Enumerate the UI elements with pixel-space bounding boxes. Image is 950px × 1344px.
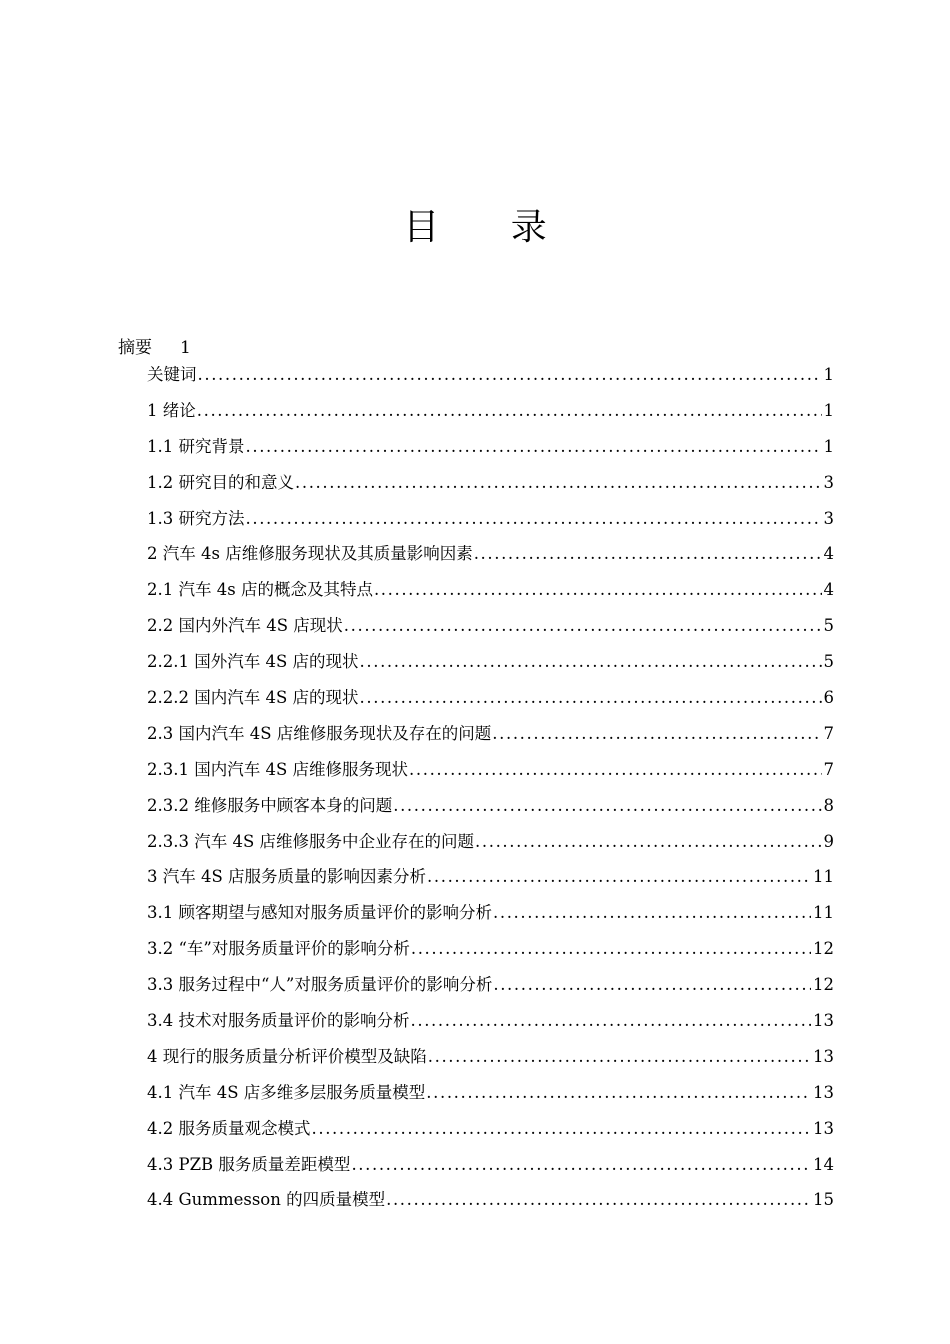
toc-entry-page: 11 xyxy=(813,867,834,887)
toc-entry[interactable] xyxy=(147,721,834,757)
toc-dot-leader xyxy=(386,1187,811,1213)
toc-entry[interactable] xyxy=(147,649,834,685)
toc-dot-leader xyxy=(493,900,811,926)
toc-entry-page: 1 xyxy=(823,365,834,384)
toc-entry-label: 1.3 研究方法 xyxy=(147,508,245,528)
toc-entry-page: 12 xyxy=(813,939,834,959)
toc-dot-leader xyxy=(295,470,822,496)
toc-entry-label: 2.2.1 国外汽车 4S 店的现状 xyxy=(147,652,359,672)
toc-entry-label: 3.3 服务过程中“人”对服务质量评价的影响分析 xyxy=(147,975,493,995)
toc-dot-leader xyxy=(428,1044,811,1070)
toc-entry-page: 15 xyxy=(813,1190,834,1210)
toc-entry[interactable] xyxy=(147,829,834,865)
toc-entry-label: 2.2.2 国内汽车 4S 店的现状 xyxy=(147,688,359,708)
toc-dot-leader xyxy=(474,541,822,567)
toc-abstract-page: 1 xyxy=(180,338,191,358)
toc-dot-leader xyxy=(246,434,822,460)
toc-entry-label: 2 汽车 4s 店维修服务现状及其质量影响因素 xyxy=(147,544,473,564)
toc-entry[interactable] xyxy=(147,613,834,649)
toc-entry-label: 2.3.2 维修服务中顾客本身的问题 xyxy=(147,795,393,815)
toc-entry-label: 1 绪论 xyxy=(147,400,196,420)
toc-dot-leader xyxy=(246,506,822,532)
toc-entry[interactable] xyxy=(147,362,834,398)
toc-entry-page: 11 xyxy=(813,903,834,923)
toc-entry[interactable] xyxy=(147,793,834,829)
toc-entry-page: 13 xyxy=(813,1118,834,1138)
toc-entry-page: 3 xyxy=(823,472,834,492)
toc-entry-page: 13 xyxy=(813,1011,834,1031)
toc-entry-label: 关键词 xyxy=(147,365,197,384)
toc-entry-page: 13 xyxy=(813,1082,834,1102)
toc-dot-leader xyxy=(492,721,821,747)
toc-entry-page: 4 xyxy=(823,544,834,564)
toc-entry-page: 4 xyxy=(823,580,834,600)
toc-entry[interactable] xyxy=(147,972,834,1008)
toc-entry-page: 3 xyxy=(823,508,834,528)
toc-entry-page: 1 xyxy=(823,400,834,420)
toc-entry[interactable] xyxy=(147,577,834,613)
toc-entry-label: 2.2 国内外汽车 4S 店现状 xyxy=(147,616,343,636)
toc-dot-leader xyxy=(360,685,822,711)
toc-entry-page: 5 xyxy=(823,616,834,636)
toc-dot-leader xyxy=(426,1080,811,1106)
toc-dot-leader xyxy=(411,936,811,962)
toc-dot-leader xyxy=(493,972,811,998)
toc-entry-label: 3 汽车 4S 店服务质量的影响因素分析 xyxy=(147,867,427,887)
toc-entry-page: 7 xyxy=(823,723,834,743)
toc-entry[interactable] xyxy=(147,434,834,470)
toc-dot-leader xyxy=(360,649,822,675)
toc-entry-page: 14 xyxy=(813,1154,834,1174)
toc-entry-label: 4 现行的服务质量分析评价模型及缺陷 xyxy=(147,1046,427,1066)
toc-dot-leader xyxy=(312,1116,812,1142)
toc-entry-page: 12 xyxy=(813,975,834,995)
toc-dot-leader xyxy=(427,864,811,890)
toc-entry-label: 2.1 汽车 4s 店的概念及其特点 xyxy=(147,580,373,600)
toc-entry[interactable] xyxy=(147,1008,834,1044)
toc-entry-page: 1 xyxy=(823,436,834,456)
toc-entry-label: 3.2 “车”对服务质量评价的影响分析 xyxy=(147,939,410,959)
toc-dot-leader xyxy=(197,398,822,424)
toc-abstract-entry xyxy=(118,337,191,359)
toc-entry[interactable] xyxy=(147,506,834,542)
toc-dot-leader xyxy=(393,793,821,819)
toc-entry[interactable] xyxy=(147,1044,834,1080)
toc-entry[interactable] xyxy=(147,541,834,577)
toc-entry[interactable] xyxy=(147,757,834,793)
toc-entry-label: 4.3 PZB 服务质量差距模型 xyxy=(147,1154,351,1174)
toc-entry-page: 7 xyxy=(823,759,834,779)
toc-entry-label: 2.3.1 国内汽车 4S 店维修服务现状 xyxy=(147,759,409,779)
toc-entry-page: 8 xyxy=(823,795,834,815)
toc-entry-label: 2.3 国内汽车 4S 店维修服务现状及存在的问题 xyxy=(147,723,492,743)
toc-entry[interactable] xyxy=(147,685,834,721)
toc-entry[interactable] xyxy=(147,1080,834,1116)
toc-entry[interactable] xyxy=(147,864,834,900)
toc-entry[interactable] xyxy=(147,398,834,434)
toc-entry[interactable] xyxy=(147,470,834,506)
toc-abstract-label: 摘要 xyxy=(118,338,152,358)
toc-entry[interactable] xyxy=(147,1116,834,1152)
toc-entry-label: 3.1 顾客期望与感知对服务质量评价的影响分析 xyxy=(147,903,492,923)
toc-entry[interactable] xyxy=(147,1152,834,1188)
toc-dot-leader xyxy=(409,757,821,783)
table-of-contents xyxy=(147,362,834,1223)
toc-dot-leader xyxy=(344,613,822,639)
toc-entry-label: 1.2 研究目的和意义 xyxy=(147,472,294,492)
toc-entry-label: 3.4 技术对服务质量评价的影响分析 xyxy=(147,1011,410,1031)
toc-dot-leader xyxy=(475,829,821,855)
toc-entry-label: 2.3.3 汽车 4S 店维修服务中企业存在的问题 xyxy=(147,831,475,851)
toc-entry[interactable] xyxy=(147,1187,834,1223)
toc-dot-leader xyxy=(374,577,822,603)
toc-entry-label: 4.2 服务质量观念模式 xyxy=(147,1118,311,1138)
toc-entry-label: 1.1 研究背景 xyxy=(147,436,245,456)
toc-dot-leader xyxy=(351,1152,811,1178)
toc-entry-page: 5 xyxy=(823,652,834,672)
page-title: 目 录 xyxy=(403,207,577,248)
toc-entry-page: 9 xyxy=(823,831,834,851)
toc-entry-label: 4.4 Gummesson 的四质量模型 xyxy=(147,1190,386,1210)
toc-entry[interactable] xyxy=(147,936,834,972)
toc-entry-page: 6 xyxy=(823,688,834,708)
toc-entry-label: 4.1 汽车 4S 店多维多层服务质量模型 xyxy=(147,1082,426,1102)
toc-dot-leader xyxy=(198,362,822,388)
toc-entry[interactable] xyxy=(147,900,834,936)
toc-dot-leader xyxy=(411,1008,812,1034)
toc-entry-page: 13 xyxy=(813,1046,834,1066)
